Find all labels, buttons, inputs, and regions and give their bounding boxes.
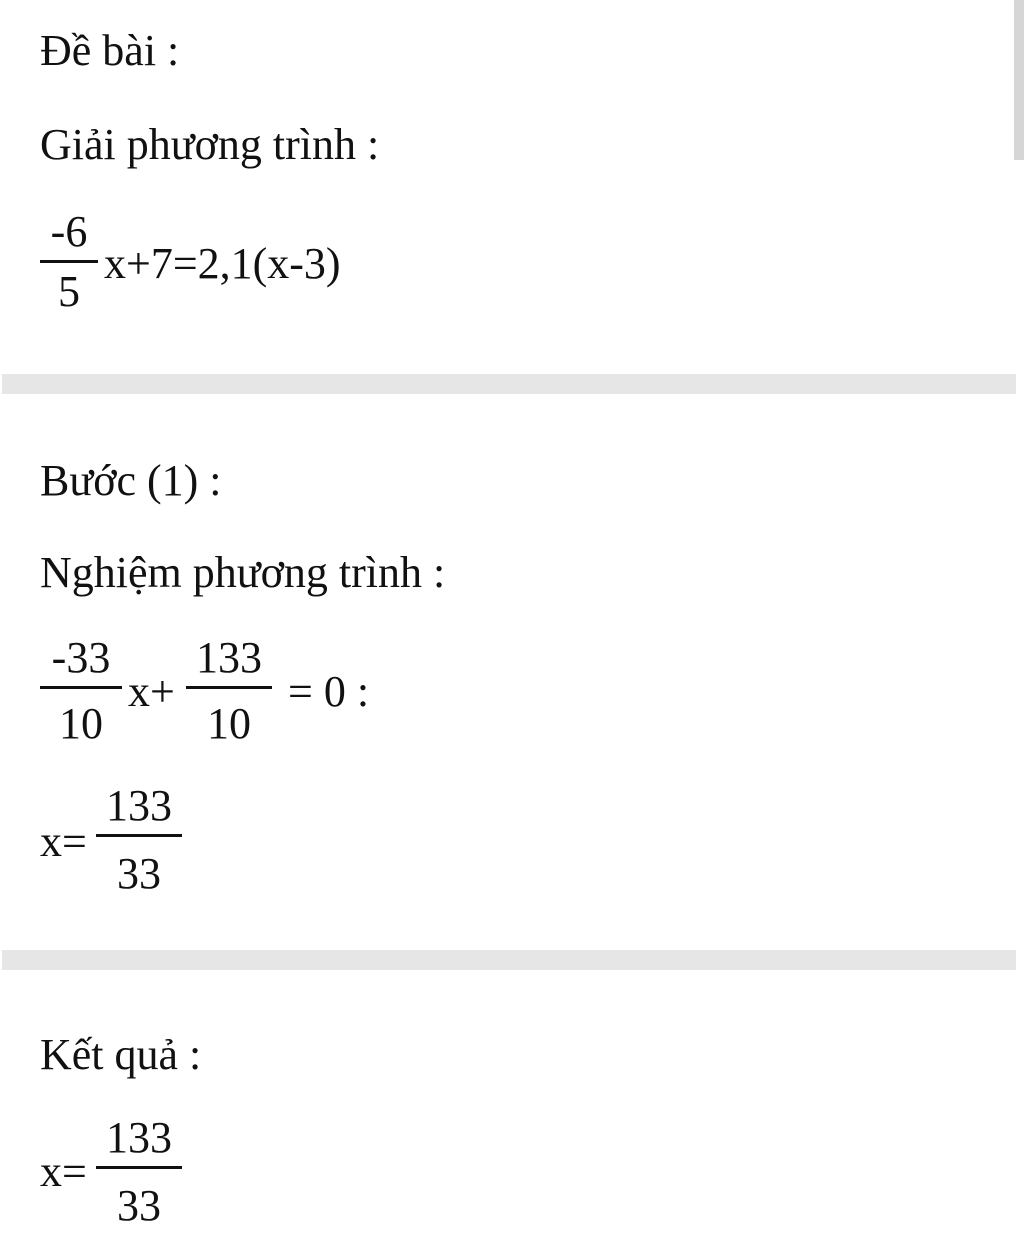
fraction — [96, 1113, 182, 1230]
section-divider — [2, 374, 1016, 394]
fraction-denominator: 33 — [117, 849, 161, 898]
fraction-bar — [186, 686, 272, 689]
fraction — [40, 207, 98, 320]
fraction-numerator: 133 — [196, 633, 262, 682]
fraction — [40, 633, 122, 748]
result-heading: Kết quả : — [40, 1030, 202, 1079]
fraction-bar — [40, 260, 98, 263]
problem-heading: Đề bài : — [40, 26, 180, 75]
solution-lhs: x= — [40, 817, 87, 866]
fraction-bar — [40, 686, 122, 689]
fraction-bar — [96, 834, 182, 837]
fraction — [96, 781, 182, 898]
fraction-numerator: -6 — [50, 207, 88, 256]
section-divider — [2, 950, 1016, 970]
problem-instruction: Giải phương trình : — [40, 120, 380, 169]
scrollbar-thumb[interactable] — [1014, 0, 1024, 160]
solution-lhs: x= — [40, 1147, 87, 1196]
fraction-numerator: 133 — [106, 781, 172, 830]
fraction-denominator: 5 — [58, 267, 80, 316]
fraction-denominator: 10 — [207, 699, 251, 748]
equation-middle: x+ — [128, 667, 175, 716]
fraction-denominator: 10 — [59, 699, 103, 748]
step1-instruction: Nghiệm phương trình : — [40, 548, 446, 597]
fraction-numerator: -33 — [51, 633, 111, 682]
step1-heading: Bước (1) : — [40, 456, 222, 505]
equation-rest: = 0 : — [288, 667, 370, 716]
fraction — [186, 633, 272, 748]
fraction-denominator: 33 — [117, 1181, 161, 1230]
fraction-bar — [96, 1166, 182, 1169]
fraction-numerator: 133 — [106, 1113, 172, 1162]
equation-rest: x+7=2,1(x-3) — [104, 239, 341, 288]
